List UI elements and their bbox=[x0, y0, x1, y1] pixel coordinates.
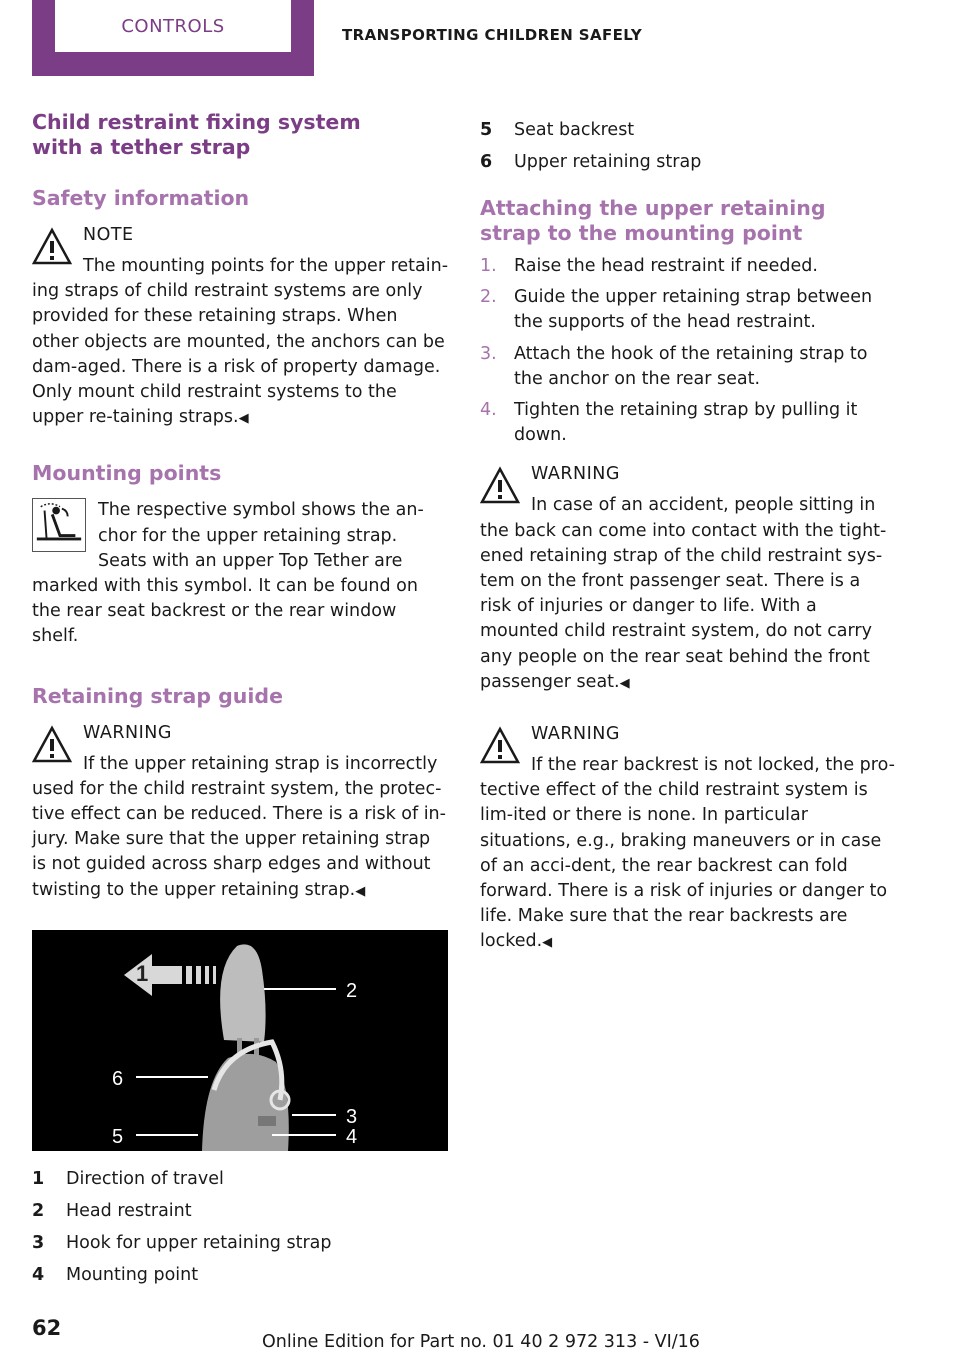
end-mark: ◀ bbox=[238, 411, 249, 427]
figure-label-2: 2 bbox=[346, 979, 358, 1002]
figure-label-1: 1 bbox=[136, 960, 149, 986]
step-item: 4. Tighten the retaining strap by pulling it down. bbox=[480, 400, 858, 446]
mounting-block bbox=[32, 498, 448, 649]
warning-keyword: WARNING bbox=[531, 464, 620, 485]
warning-body: If the rear backrest is not locked, the pro-tective effect of the child restraint system is lim-ited or there is none. In particular situations, e.g., braking maneuvers or in case of an acci-dent, the rear backrest can fold forward. There is a risk of injuries or danger to life. Make sure that the rear backrests are locked. bbox=[480, 755, 895, 952]
mounting-heading: Mounting points bbox=[32, 461, 222, 486]
top-tether-symbol-icon bbox=[32, 498, 86, 552]
warning-triangle-icon bbox=[480, 466, 520, 506]
guide-heading: Retaining strap guide bbox=[32, 683, 284, 708]
warning-keyword: WARNING bbox=[83, 722, 172, 743]
note-keyword: NOTE bbox=[83, 225, 134, 245]
warning-block-backrest bbox=[480, 722, 896, 956]
page-number: 62 bbox=[32, 1316, 62, 1340]
warning-triangle-icon bbox=[32, 227, 72, 267]
warning-block-accident bbox=[480, 462, 896, 696]
attach-steps bbox=[480, 254, 896, 448]
legend-item: 6 Upper retaining strap bbox=[480, 152, 702, 172]
edition-footer: Online Edition for Part no. 01 40 2 972 313 - VI/16 bbox=[262, 1332, 700, 1352]
guide-warning-block bbox=[32, 721, 448, 904]
safety-heading: Safety information bbox=[32, 186, 250, 210]
legend-item: 4 Mounting point bbox=[32, 1264, 199, 1285]
warning-triangle-icon bbox=[32, 725, 72, 765]
warning-triangle-icon bbox=[480, 726, 520, 766]
legend-item: 5 Seat backrest bbox=[480, 120, 635, 140]
head-restraint-figure bbox=[32, 930, 448, 1151]
figure-legend-continued bbox=[480, 114, 896, 178]
section-tab[interactable] bbox=[32, 0, 314, 76]
left-column bbox=[32, 108, 448, 1291]
note-body: The mounting points for the upper retain-ing straps of child restraint systems are only provided for these retaining straps. When other objects are mounted, the anchors can be dam-aged. There is a risk of property damage. Only mount child restraint systems to the upper re-taining straps. bbox=[32, 256, 449, 428]
attach-heading: Attaching the upper retaining strap to the mounting point bbox=[480, 196, 826, 245]
legend-item: 2 Head restraint bbox=[32, 1200, 192, 1221]
figure-label-4: 4 bbox=[346, 1125, 358, 1148]
figure-label-6: 6 bbox=[112, 1067, 124, 1090]
step-item: 1. Raise the head restraint if needed. bbox=[480, 256, 818, 276]
figure-legend bbox=[32, 1163, 448, 1291]
warning-body: If the upper retaining strap is incorrectly used for the child restraint system, the protec-tive effect can be reduced. There is a risk of in-jury. Make sure that the upper retaining strap is not guided across sharp edges and without twisting to the upper retaining strap. bbox=[32, 753, 446, 900]
legend-item: 3 Hook for upper retaining strap bbox=[32, 1232, 332, 1253]
right-column bbox=[480, 108, 896, 956]
warning-keyword: WARNING bbox=[531, 724, 620, 745]
legend-item: 1 Direction of travel bbox=[32, 1168, 224, 1189]
warning-body: In case of an accident, people sitting in the back can come into contact with the tight-ened retaining strap of the child restraint sys-tem on the front passenger seat. There is a risk of injuries or danger to life. With a mounted child restraint system, do not carry any people on the rear seat behind the front passenger seat. bbox=[480, 495, 887, 692]
end-mark: ◀ bbox=[542, 935, 553, 951]
step-item: 2. Guide the upper retaining strap between the supports of the head restraint. bbox=[480, 287, 873, 333]
end-mark: ◀ bbox=[619, 675, 630, 691]
step-item: 3. Attach the hook of the retaining strap to the anchor on the rear seat. bbox=[480, 343, 868, 389]
main-heading: Child restraint fixing system with a tether strap bbox=[32, 110, 361, 159]
end-mark: ◀ bbox=[355, 883, 366, 899]
chapter-title: TRANSPORTING CHILDREN SAFELY bbox=[342, 26, 643, 44]
figure-drawing bbox=[32, 930, 448, 1151]
mounting-text: The respective symbol shows the an-chor for the upper retaining strap. Seats with an upper Top Tether are marked with this symbol. It can be found on the rear seat backrest or the rear window shelf. bbox=[32, 500, 424, 647]
figure-label-3: 3 bbox=[346, 1105, 358, 1128]
note-block bbox=[32, 223, 448, 431]
section-tab-label: CONTROLS bbox=[55, 0, 291, 52]
figure-label-5: 5 bbox=[112, 1125, 124, 1148]
